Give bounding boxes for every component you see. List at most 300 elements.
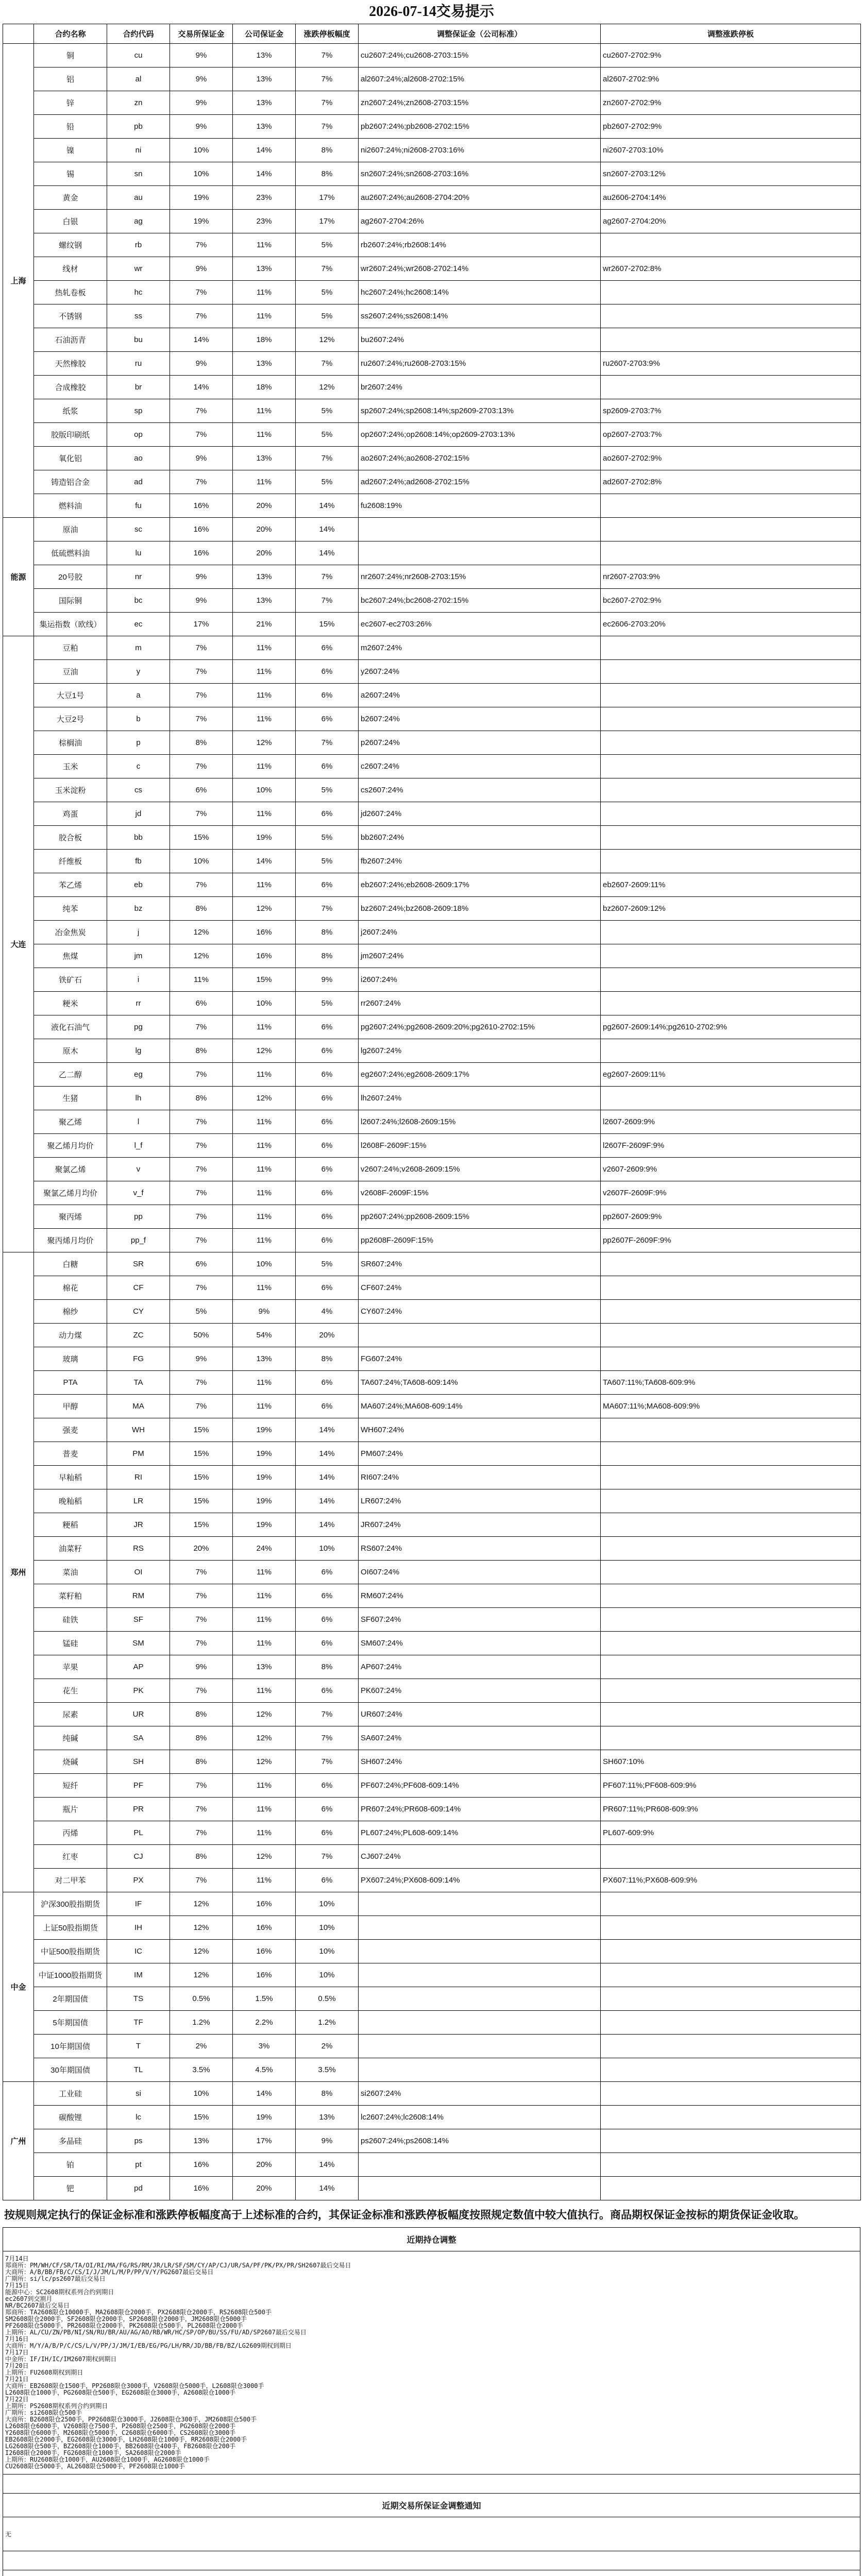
- adjusted-limit-cell: [601, 1513, 861, 1537]
- adjusted-limit-cell: wr2607-2702:8%: [601, 257, 861, 281]
- contract-name-cell: 棉纱: [34, 1300, 107, 1324]
- company-margin-cell: 13%: [233, 1347, 296, 1371]
- contract-code-cell: cs: [107, 778, 170, 802]
- position-adjustment-line: 7月14日: [5, 2255, 29, 2262]
- exchange-margin-cell: 9%: [170, 44, 233, 67]
- contract-code-cell: MA: [107, 1395, 170, 1418]
- adjusted-limit-cell: [601, 1892, 861, 1916]
- adjusted-limit-cell: bc2607-2702:9%: [601, 589, 861, 613]
- adjusted-limit-cell: MA607:11%;MA608-609:9%: [601, 1395, 861, 1418]
- contract-code-cell: fu: [107, 494, 170, 518]
- adjusted-margin-cell: ni2607:24%;ni2608-2703:16%: [359, 139, 601, 162]
- table-row: [3, 873, 861, 897]
- company-margin-cell: 17%: [233, 2129, 296, 2153]
- contract-code-cell: rb: [107, 233, 170, 257]
- position-adjustment-line: 上期所：FU2608期权到期日: [5, 2369, 83, 2376]
- contract-code-cell: sp: [107, 399, 170, 423]
- exchange-margin-cell: 16%: [170, 2153, 233, 2177]
- price-limit-cell: 7%: [296, 352, 359, 376]
- contract-name-cell: 短纤: [34, 1774, 107, 1798]
- adjusted-limit-cell: [601, 1466, 861, 1489]
- exchange-margin-cell: 16%: [170, 518, 233, 541]
- contract-name-cell: 乙二醇: [34, 1063, 107, 1087]
- adjusted-limit-cell: [601, 2177, 861, 2200]
- price-limit-cell: 7%: [296, 1845, 359, 1869]
- company-margin-cell: 11%: [233, 1229, 296, 1252]
- adjusted-limit-cell: [601, 541, 861, 565]
- price-limit-cell: 7%: [296, 1703, 359, 1726]
- contract-code-cell: LR: [107, 1489, 170, 1513]
- company-margin-cell: 13%: [233, 589, 296, 613]
- contract-code-cell: v_f: [107, 1181, 170, 1205]
- contract-name-cell: 苯乙烯: [34, 873, 107, 897]
- company-margin-cell: 20%: [233, 541, 296, 565]
- contract-name-cell: 烧碱: [34, 1750, 107, 1774]
- adjusted-margin-cell: a2607:24%: [359, 684, 601, 707]
- table-row: [3, 233, 861, 257]
- table-row: [3, 684, 861, 707]
- company-margin-cell: 16%: [233, 1916, 296, 1940]
- contract-name-cell: 生猪: [34, 1087, 107, 1110]
- exchange-margin-cell: 14%: [170, 328, 233, 352]
- price-limit-cell: 6%: [296, 1632, 359, 1655]
- company-margin-cell: 4.5%: [233, 2058, 296, 2082]
- company-margin-cell: 16%: [233, 1940, 296, 1963]
- adjusted-limit-cell: [601, 660, 861, 684]
- adjusted-margin-cell: zn2607:24%;zn2608-2703:15%: [359, 91, 601, 115]
- adjusted-margin-cell: PM607:24%: [359, 1442, 601, 1466]
- company-margin-cell: 13%: [233, 257, 296, 281]
- table-row: [3, 1916, 861, 1940]
- company-margin-cell: 19%: [233, 1466, 296, 1489]
- adjusted-limit-cell: [601, 1655, 861, 1679]
- company-margin-cell: 11%: [233, 1205, 296, 1229]
- exchange-margin-cell: 7%: [170, 423, 233, 447]
- price-limit-cell: 20%: [296, 1324, 359, 1347]
- company-margin-cell: 11%: [233, 1395, 296, 1418]
- adjusted-margin-cell: eg2607:24%;eg2608-2609:17%: [359, 1063, 601, 1087]
- exchange-margin-cell: 7%: [170, 1205, 233, 1229]
- company-margin-cell: 15%: [233, 968, 296, 992]
- contract-code-cell: SR: [107, 1252, 170, 1276]
- table-row: [3, 1110, 861, 1134]
- position-adjustment-line: LG2608限仓500手，BZ2608限仓1000手，BB2608限仓400手，FB2608限仓200手: [5, 2443, 236, 2450]
- table-row: [3, 755, 861, 778]
- adjusted-margin-cell: fb2607:24%: [359, 850, 601, 873]
- contract-name-cell: 工业硅: [34, 2082, 107, 2106]
- adjusted-limit-cell: [601, 826, 861, 850]
- contract-code-cell: FG: [107, 1347, 170, 1371]
- contract-code-cell: m: [107, 636, 170, 660]
- contract-code-cell: PK: [107, 1679, 170, 1703]
- adjusted-limit-cell: ad2607-2702:8%: [601, 470, 861, 494]
- exchange-margin-cell: 7%: [170, 1798, 233, 1821]
- adjusted-limit-cell: [601, 2106, 861, 2129]
- adjusted-margin-cell: l2608F-2609F:15%: [359, 1134, 601, 1158]
- adjusted-limit-cell: [601, 233, 861, 257]
- exchange-margin-cell: 7%: [170, 1869, 233, 1892]
- contract-code-cell: PR: [107, 1798, 170, 1821]
- adjusted-margin-cell: PF607:24%;PF608-609:14%: [359, 1774, 601, 1798]
- contract-code-cell: ag: [107, 210, 170, 233]
- company-margin-cell: 11%: [233, 1015, 296, 1039]
- contract-code-cell: hc: [107, 281, 170, 304]
- position-adjustment-line: 上期所：PS2608期权系列合约到期日: [5, 2402, 108, 2410]
- table-row: [3, 802, 861, 826]
- exchange-margin-cell: 7%: [170, 470, 233, 494]
- adjusted-limit-cell: ec2606-2703:20%: [601, 613, 861, 636]
- exchange-margin-cell: 15%: [170, 1418, 233, 1442]
- position-adjustment-line: 7月15日: [5, 2282, 29, 2289]
- price-limit-cell: 7%: [296, 565, 359, 589]
- contract-name-cell: 强麦: [34, 1418, 107, 1442]
- company-margin-cell: 12%: [233, 1845, 296, 1869]
- price-limit-cell: 6%: [296, 1608, 359, 1632]
- header-adjusted-limit: 调整涨跌停板: [601, 24, 861, 44]
- table-row: [3, 210, 861, 233]
- adjusted-limit-cell: [601, 2035, 861, 2058]
- adjusted-margin-cell: SR607:24%: [359, 1252, 601, 1276]
- table-row: [3, 1371, 861, 1395]
- price-limit-cell: 6%: [296, 1158, 359, 1181]
- exchange-margin-cell: 8%: [170, 897, 233, 921]
- adjusted-margin-cell: bc2607:24%;bc2608-2702:15%: [359, 589, 601, 613]
- table-row: [3, 304, 861, 328]
- table-row: [3, 186, 861, 210]
- price-limit-cell: 6%: [296, 1395, 359, 1418]
- contract-name-cell: 铂: [34, 2153, 107, 2177]
- contract-code-cell: l_f: [107, 1134, 170, 1158]
- exchange-margin-cell: 0.5%: [170, 1987, 233, 2011]
- table-row: [3, 1655, 861, 1679]
- section-spacer: [3, 2551, 860, 2570]
- contract-code-cell: ZC: [107, 1324, 170, 1347]
- price-limit-cell: 14%: [296, 1489, 359, 1513]
- adjusted-margin-cell: wr2607:24%;wr2608-2702:14%: [359, 257, 601, 281]
- price-limit-cell: 2%: [296, 2035, 359, 2058]
- adjusted-limit-cell: ag2607-2704:20%: [601, 210, 861, 233]
- contract-name-cell: 黄金: [34, 186, 107, 210]
- adjusted-margin-cell: AP607:24%: [359, 1655, 601, 1679]
- exchange-margin-cell: 9%: [170, 67, 233, 91]
- adjusted-limit-cell: [601, 802, 861, 826]
- contract-code-cell: b: [107, 707, 170, 731]
- contract-name-cell: 纯碱: [34, 1726, 107, 1750]
- contract-code-cell: T: [107, 2035, 170, 2058]
- price-limit-cell: 7%: [296, 115, 359, 139]
- contract-code-cell: WH: [107, 1418, 170, 1442]
- table-row: [3, 921, 861, 944]
- exchange-margin-cell: 12%: [170, 1963, 233, 1987]
- table-row: [3, 1229, 861, 1252]
- contract-name-cell: 油菜籽: [34, 1537, 107, 1561]
- adjusted-limit-cell: nr2607-2703:9%: [601, 565, 861, 589]
- exchange-margin-cell: 7%: [170, 1584, 233, 1608]
- contract-code-cell: p: [107, 731, 170, 755]
- table-row: [3, 44, 861, 67]
- contract-code-cell: ad: [107, 470, 170, 494]
- company-margin-cell: 54%: [233, 1324, 296, 1347]
- adjusted-margin-cell: v2608F-2609F:15%: [359, 1181, 601, 1205]
- contract-name-cell: 原油: [34, 518, 107, 541]
- table-row: [3, 613, 861, 636]
- price-limit-cell: 15%: [296, 613, 359, 636]
- table-row: [3, 636, 861, 660]
- price-limit-cell: 7%: [296, 91, 359, 115]
- adjusted-limit-cell: [601, 1703, 861, 1726]
- adjusted-margin-cell: PL607:24%;PL608-609:14%: [359, 1821, 601, 1845]
- exchange-margin-cell: 12%: [170, 944, 233, 968]
- table-row: [3, 2058, 861, 2082]
- table-row: [3, 1774, 861, 1798]
- exchange-margin-cell: 9%: [170, 257, 233, 281]
- adjusted-margin-cell: PR607:24%;PR608-609:14%: [359, 1798, 601, 1821]
- price-limit-cell: 6%: [296, 802, 359, 826]
- exchange-margin-cell: 16%: [170, 541, 233, 565]
- adjusted-limit-cell: [601, 518, 861, 541]
- adjusted-margin-cell: [359, 1940, 601, 1963]
- header-price-limit: 涨跌停板幅度: [296, 24, 359, 44]
- table-row: [3, 1584, 861, 1608]
- company-margin-cell: 18%: [233, 328, 296, 352]
- position-adjustment-line: 7月17日: [5, 2349, 29, 2356]
- contract-name-cell: 粳米: [34, 992, 107, 1015]
- adjusted-limit-cell: [601, 1442, 861, 1466]
- adjusted-limit-cell: [601, 2129, 861, 2153]
- contract-code-cell: SM: [107, 1632, 170, 1655]
- exchange-margin-cell: 7%: [170, 281, 233, 304]
- contract-code-cell: IC: [107, 1940, 170, 1963]
- header-contract-code: 合约代码: [107, 24, 170, 44]
- contract-name-cell: 红枣: [34, 1845, 107, 1869]
- table-row: [3, 1940, 861, 1963]
- company-margin-cell: 13%: [233, 44, 296, 67]
- contract-name-cell: 棕榈油: [34, 731, 107, 755]
- position-adjustment-line: 大商所：A/B/BB/FB/C/CS/I/J/JM/L/M/P/PP/V/Y/PG2607最后交易日: [5, 2268, 214, 2276]
- company-margin-cell: 21%: [233, 613, 296, 636]
- company-margin-cell: 12%: [233, 1039, 296, 1063]
- table-row: [3, 731, 861, 755]
- contract-code-cell: CY: [107, 1300, 170, 1324]
- company-margin-cell: 13%: [233, 1655, 296, 1679]
- adjusted-limit-cell: bz2607-2609:12%: [601, 897, 861, 921]
- company-margin-cell: 11%: [233, 1821, 296, 1845]
- price-limit-cell: 14%: [296, 2177, 359, 2200]
- adjusted-limit-cell: [601, 1324, 861, 1347]
- adjusted-margin-cell: bb2607:24%: [359, 826, 601, 850]
- table-row: [3, 1963, 861, 1987]
- table-row: [3, 1489, 861, 1513]
- adjusted-margin-cell: pb2607:24%;pb2608-2702:15%: [359, 115, 601, 139]
- exchange-margin-cell: 7%: [170, 233, 233, 257]
- contract-code-cell: RS: [107, 1537, 170, 1561]
- company-margin-cell: 11%: [233, 423, 296, 447]
- contract-name-cell: 苹果: [34, 1655, 107, 1679]
- adjusted-margin-cell: ag2607-2704:26%: [359, 210, 601, 233]
- company-margin-cell: 14%: [233, 2082, 296, 2106]
- price-limit-cell: 8%: [296, 944, 359, 968]
- table-row: [3, 1537, 861, 1561]
- adjusted-margin-cell: si2607:24%: [359, 2082, 601, 2106]
- table-row: [3, 660, 861, 684]
- page-title: 2026-07-14交易提示: [369, 4, 494, 20]
- exchange-margin-cell: 7%: [170, 399, 233, 423]
- table-row: [3, 897, 861, 921]
- company-margin-cell: 12%: [233, 1703, 296, 1726]
- contract-name-cell: 聚丙烯月均价: [34, 1229, 107, 1252]
- company-margin-cell: 9%: [233, 1300, 296, 1324]
- contract-code-cell: OI: [107, 1561, 170, 1584]
- contract-code-cell: a: [107, 684, 170, 707]
- contract-code-cell: eb: [107, 873, 170, 897]
- adjusted-limit-cell: [601, 1561, 861, 1584]
- exchange-margin-cell: 15%: [170, 1513, 233, 1537]
- contract-code-cell: fb: [107, 850, 170, 873]
- contract-name-cell: 纸浆: [34, 399, 107, 423]
- contract-code-cell: pt: [107, 2153, 170, 2177]
- table-row: [3, 2106, 861, 2129]
- position-adjustment-line: I2608限仓2000手，FG2608限仓1000手，SA2608限仓2000手: [5, 2449, 181, 2456]
- company-margin-cell: 20%: [233, 494, 296, 518]
- company-margin-cell: 11%: [233, 1798, 296, 1821]
- exchange-margin-cell: 7%: [170, 304, 233, 328]
- contract-code-cell: PL: [107, 1821, 170, 1845]
- position-adjustment-line: CU2608限仓5000手，AL2608限仓5000手，PF2608限仓1000手: [5, 2463, 185, 2470]
- contract-code-cell: eg: [107, 1063, 170, 1087]
- table-row: [3, 1821, 861, 1845]
- contract-name-cell: 花生: [34, 1679, 107, 1703]
- contract-code-cell: op: [107, 423, 170, 447]
- company-margin-cell: 10%: [233, 992, 296, 1015]
- adjusted-margin-cell: [359, 1324, 601, 1347]
- adjusted-limit-cell: sn2607-2703:12%: [601, 162, 861, 186]
- price-limit-cell: 6%: [296, 1774, 359, 1798]
- exchange-margin-cell: 9%: [170, 352, 233, 376]
- price-limit-cell: 6%: [296, 1229, 359, 1252]
- adjusted-limit-cell: al2607-2702:9%: [601, 67, 861, 91]
- contract-code-cell: RI: [107, 1466, 170, 1489]
- table-row: [3, 1087, 861, 1110]
- price-limit-cell: 14%: [296, 1418, 359, 1442]
- contract-name-cell: 螺纹钢: [34, 233, 107, 257]
- company-margin-cell: 13%: [233, 67, 296, 91]
- adjusted-limit-cell: [601, 328, 861, 352]
- price-limit-cell: 6%: [296, 1110, 359, 1134]
- exchange-margin-cell: 7%: [170, 1276, 233, 1300]
- adjusted-limit-cell: [601, 944, 861, 968]
- table-row: [3, 1892, 861, 1916]
- exchange-margin-cell: 7%: [170, 1158, 233, 1181]
- contract-name-cell: 铁矿石: [34, 968, 107, 992]
- contract-name-cell: 聚氯乙烯月均价: [34, 1181, 107, 1205]
- contract-name-cell: 合成橡胶: [34, 376, 107, 399]
- company-margin-cell: 11%: [233, 707, 296, 731]
- exchange-margin-cell: 12%: [170, 1916, 233, 1940]
- company-margin-cell: 11%: [233, 1632, 296, 1655]
- exchange-margin-cell: 7%: [170, 660, 233, 684]
- contract-name-cell: 氧化铝: [34, 447, 107, 470]
- adjusted-margin-cell: [359, 1916, 601, 1940]
- contract-name-cell: 纤维板: [34, 850, 107, 873]
- price-limit-cell: 3.5%: [296, 2058, 359, 2082]
- contract-code-cell: TL: [107, 2058, 170, 2082]
- table-row: [3, 1750, 861, 1774]
- company-margin-cell: 16%: [233, 921, 296, 944]
- exchange-margin-cell: 8%: [170, 1845, 233, 1869]
- adjusted-limit-cell: l2607F-2609F:9%: [601, 1134, 861, 1158]
- price-limit-cell: 8%: [296, 162, 359, 186]
- adjusted-margin-cell: ss2607:24%;ss2608:14%: [359, 304, 601, 328]
- contract-name-cell: 集运指数（欧线）: [34, 613, 107, 636]
- table-row: [3, 541, 861, 565]
- price-limit-cell: 13%: [296, 2106, 359, 2129]
- company-margin-cell: 19%: [233, 1489, 296, 1513]
- adjusted-limit-cell: [601, 1300, 861, 1324]
- company-margin-cell: 13%: [233, 91, 296, 115]
- adjusted-limit-cell: [601, 1276, 861, 1300]
- price-limit-cell: 7%: [296, 257, 359, 281]
- adjusted-margin-cell: OI607:24%: [359, 1561, 601, 1584]
- contract-code-cell: jm: [107, 944, 170, 968]
- contract-code-cell: nr: [107, 565, 170, 589]
- table-row: [3, 399, 861, 423]
- adjusted-margin-cell: lc2607:24%;lc2608:14%: [359, 2106, 601, 2129]
- contract-code-cell: TA: [107, 1371, 170, 1395]
- contract-name-cell: 锰硅: [34, 1632, 107, 1655]
- exchange-group-cell: 能源: [3, 518, 34, 636]
- price-limit-cell: 10%: [296, 1916, 359, 1940]
- exchange-margin-cell: 6%: [170, 992, 233, 1015]
- price-limit-cell: 14%: [296, 494, 359, 518]
- price-limit-cell: 10%: [296, 1892, 359, 1916]
- table-row: [3, 1158, 861, 1181]
- adjusted-margin-cell: [359, 2035, 601, 2058]
- company-margin-cell: 11%: [233, 1679, 296, 1703]
- contract-code-cell: UR: [107, 1703, 170, 1726]
- company-margin-cell: 11%: [233, 1584, 296, 1608]
- contract-name-cell: 沪深300股指期货: [34, 1892, 107, 1916]
- exchange-margin-cell: 8%: [170, 1726, 233, 1750]
- adjusted-margin-cell: [359, 2058, 601, 2082]
- header-adjusted-margin: 调整保证金（公司标准）: [359, 24, 601, 44]
- company-margin-cell: 11%: [233, 1371, 296, 1395]
- adjusted-limit-cell: [601, 968, 861, 992]
- position-adjustment-line: 7月22日: [5, 2396, 29, 2403]
- contract-name-cell: 丙烯: [34, 1821, 107, 1845]
- adjusted-limit-cell: [601, 2058, 861, 2082]
- contract-name-cell: 对二甲苯: [34, 1869, 107, 1892]
- company-margin-cell: 11%: [233, 636, 296, 660]
- company-margin-cell: 11%: [233, 233, 296, 257]
- price-limit-cell: 6%: [296, 1679, 359, 1703]
- exchange-margin-cell: 12%: [170, 1892, 233, 1916]
- adjusted-margin-cell: l2607:24%;l2608-2609:15%: [359, 1110, 601, 1134]
- table-row: [3, 257, 861, 281]
- exchange-group-cell: 上海: [3, 44, 34, 518]
- header-exchange: [3, 24, 34, 44]
- contract-name-cell: 20号胶: [34, 565, 107, 589]
- adjusted-limit-cell: [601, 684, 861, 707]
- table-row: [3, 376, 861, 399]
- adjusted-limit-cell: PX607:11%;PX608-609:9%: [601, 1869, 861, 1892]
- contract-name-cell: 聚乙烯月均价: [34, 1134, 107, 1158]
- exchange-group-cell: 大连: [3, 636, 34, 1252]
- contract-name-cell: 普麦: [34, 1442, 107, 1466]
- exchange-margin-cell: 2%: [170, 2035, 233, 2058]
- price-limit-cell: 14%: [296, 541, 359, 565]
- exchange-margin-cell: 7%: [170, 1632, 233, 1655]
- adjusted-margin-cell: nr2607:24%;nr2608-2703:15%: [359, 565, 601, 589]
